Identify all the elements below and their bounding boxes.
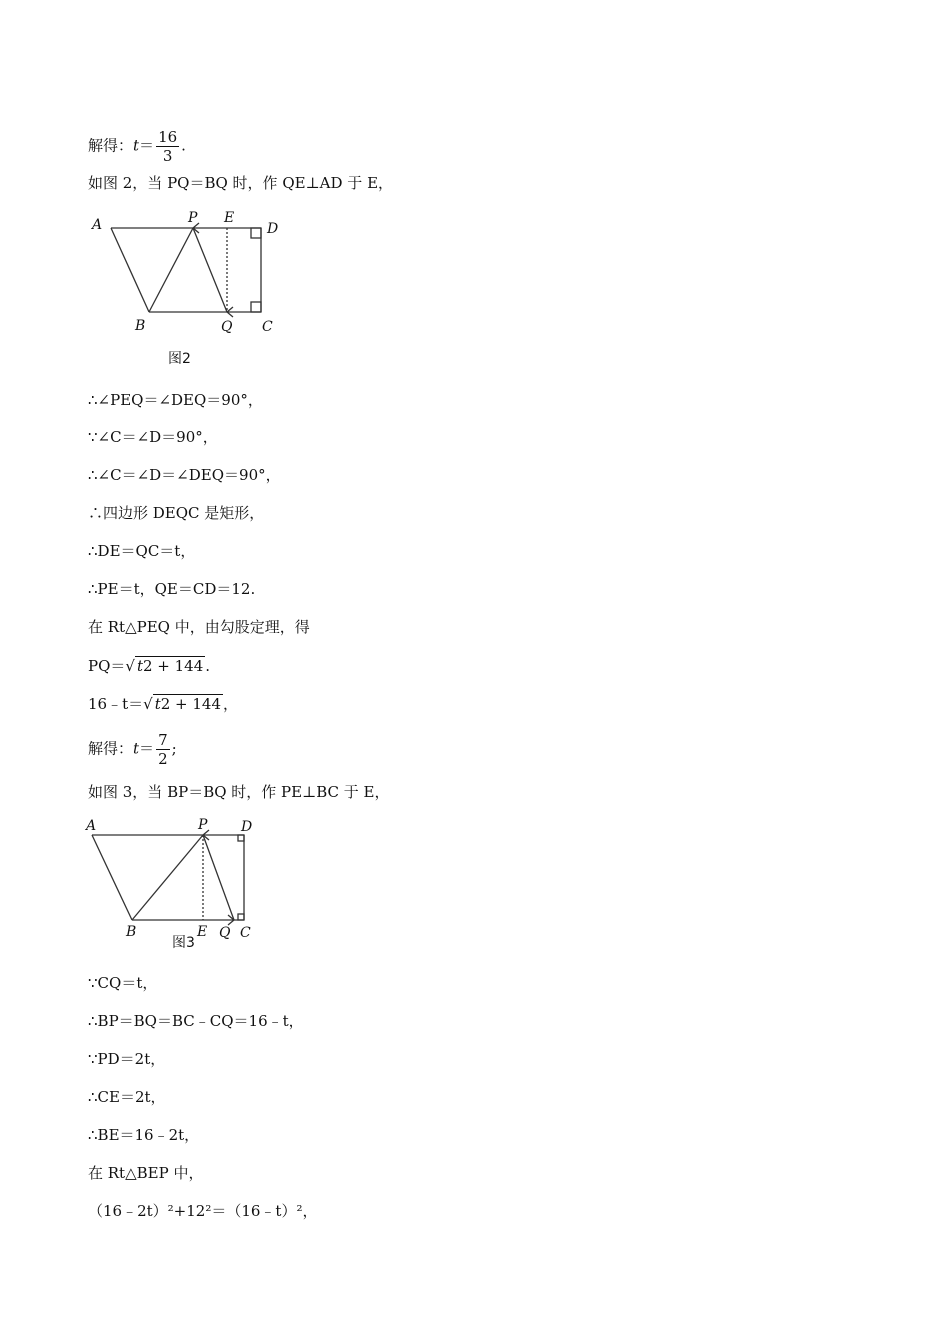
solution-line-13: 如图 3，当 BP＝BQ 时，作 PE⊥BC 于 E，: [88, 783, 390, 801]
figure-3: [84, 815, 274, 955]
svg-text:P: P: [188, 210, 198, 226]
solution-line-12: 解得：t＝ $\frac{7}{2}$ ;: [88, 731, 177, 768]
square-root: √ t2 + 144: [125, 657, 204, 675]
svg-text:E: E: [224, 210, 235, 226]
solution-line-20: （16﹣2t）²+12²＝（16﹣t）²，: [88, 1202, 318, 1220]
solution-line-15: ∴BP＝BQ＝BC﹣CQ＝16﹣t，: [88, 1012, 304, 1030]
solution-line-4: ∵∠C＝∠D＝90°，: [88, 428, 218, 446]
solution-line-16: ∵PD＝2t，: [88, 1050, 166, 1068]
svg-text:C: C: [262, 319, 273, 335]
svg-text:B: B: [126, 924, 137, 940]
solution-line-2: 如图 2，当 PQ＝BQ 时，作 QE⊥AD 于 E，: [88, 174, 394, 192]
svg-text:P: P: [198, 817, 208, 833]
solution-line-10: PQ＝√ t2 + 144 .: [88, 657, 211, 675]
solution-line-18: ∴BE＝16﹣2t，: [88, 1126, 200, 1144]
svg-text:D: D: [241, 819, 253, 835]
svg-text:A: A: [92, 217, 103, 233]
solution-line-14: ∵CQ＝t，: [88, 974, 158, 992]
solution-line-11: 16﹣t＝√ t2 + 144 ，: [88, 695, 239, 713]
figure-2: [86, 205, 286, 375]
solution-line-9: 在 Rt△PEQ 中，由勾股定理，得: [88, 618, 310, 636]
svg-text:D: D: [267, 221, 279, 237]
fraction: $\frac{16}{3}$: [158, 128, 178, 165]
solution-line-3: ∴∠PEQ＝∠DEQ＝90°，: [88, 391, 263, 409]
solution-line-19: 在 Rt△BEP 中，: [88, 1164, 204, 1182]
solution-line-17: ∴CE＝2t，: [88, 1088, 166, 1106]
solution-line-5: ∴∠C＝∠D＝∠DEQ＝90°，: [88, 466, 281, 484]
svg-text:Q: Q: [221, 319, 233, 335]
fraction: $\frac{7}{2}$: [158, 731, 168, 768]
solution-line-1: 解得：t＝ $\frac{16}{3}$ .: [88, 128, 186, 165]
solution-line-7: ∴DE＝QC＝t，: [88, 542, 196, 560]
solution-line-8: ∴PE＝t，QE＝CD＝12.: [88, 580, 256, 598]
svg-text:C: C: [240, 925, 251, 941]
square-root: √ t2 + 144: [143, 695, 221, 713]
svg-text:Q: Q: [219, 925, 231, 941]
svg-text:B: B: [135, 318, 146, 334]
svg-text:图2: 图2: [168, 351, 191, 367]
svg-text:E: E: [197, 924, 208, 940]
svg-text:A: A: [86, 818, 97, 834]
solution-line-6: ∴四边形 DEQC 是矩形，: [88, 504, 265, 522]
svg-text:图3: 图3: [172, 935, 195, 951]
